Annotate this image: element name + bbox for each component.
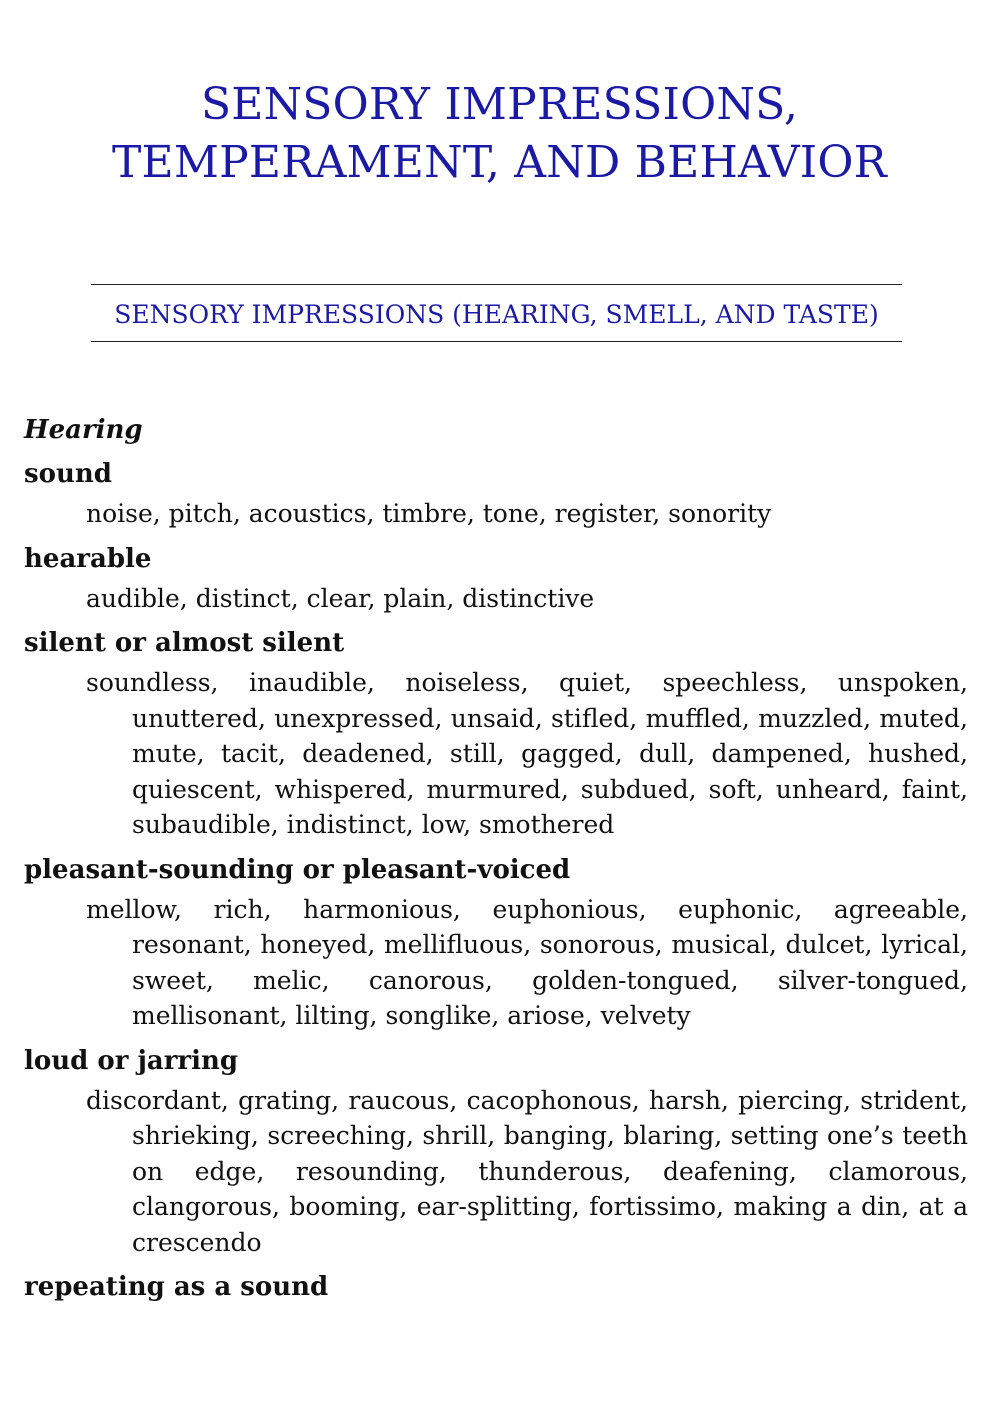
entry-term: loud or jarring	[24, 1045, 239, 1076]
entry-hearable	[24, 539, 968, 617]
entry-term: hearable	[24, 543, 152, 574]
entry-pleasant-sounding	[24, 850, 968, 1034]
entry-list	[24, 410, 968, 1307]
entry-term: silent or almost silent	[24, 628, 345, 658]
entry-synonyms: discordant, grating, raucous, cacophonous, harsh, piercing, strident, shrieking, screeching, shrill, banging, blaring, setting one’s teeth on edge, resounding, thunderous, deafening, clamorous, clangorous, booming, ear-splitting, fortissimo, making a din, at a crescendo	[86, 1085, 968, 1257]
entry-term: sound	[24, 459, 112, 489]
entry-loud-or-jarring	[24, 1041, 968, 1261]
subsection-heading: Hearing	[24, 415, 143, 445]
section-title: SENSORY IMPRESSIONS (HEARING, SMELL, AND TASTE)	[114, 300, 879, 329]
section-rule-bottom	[91, 341, 902, 342]
entry-synonyms: audible, distinct, clear, plain, distinctive	[86, 583, 595, 613]
entry-synonyms: soundless, inaudible, noiseless, quiet, speechless, unspoken, unuttered, unexpressed, unsaid, stifled, muffled, muzzled, muted, mute, tacit, deadened, still, gagged, dull, dampened, hushed, quiescent, whispered, murmured, subdued, soft, unheard, faint, subaudible, indistinct, low, smothered	[86, 668, 968, 839]
entry-term: pleasant-sounding or pleasant-voiced	[24, 854, 571, 885]
section-rule-top	[91, 284, 902, 285]
entry-term: repeating as a sound	[24, 1272, 329, 1302]
entry-silent	[24, 623, 968, 843]
chapter-title: SENSORY IMPRESSIONS, TEMPERAMENT, AND BEHAVIOR	[112, 79, 887, 188]
entry-sound	[24, 454, 968, 532]
entry-synonyms: mellow, rich, harmonious, euphonious, euphonic, agreeable, resonant, honeyed, mellifluous, sonorous, musical, dulcet, lyrical, sweet, melic, canorous, golden-tongued, silver-tongued, mellisonant, lilting, songlike, ariose, velvety	[86, 894, 968, 1030]
entry-synonyms: noise, pitch, acoustics, timbre, tone, register, sonority	[86, 499, 772, 528]
entry-repeating-sound	[24, 1267, 968, 1307]
